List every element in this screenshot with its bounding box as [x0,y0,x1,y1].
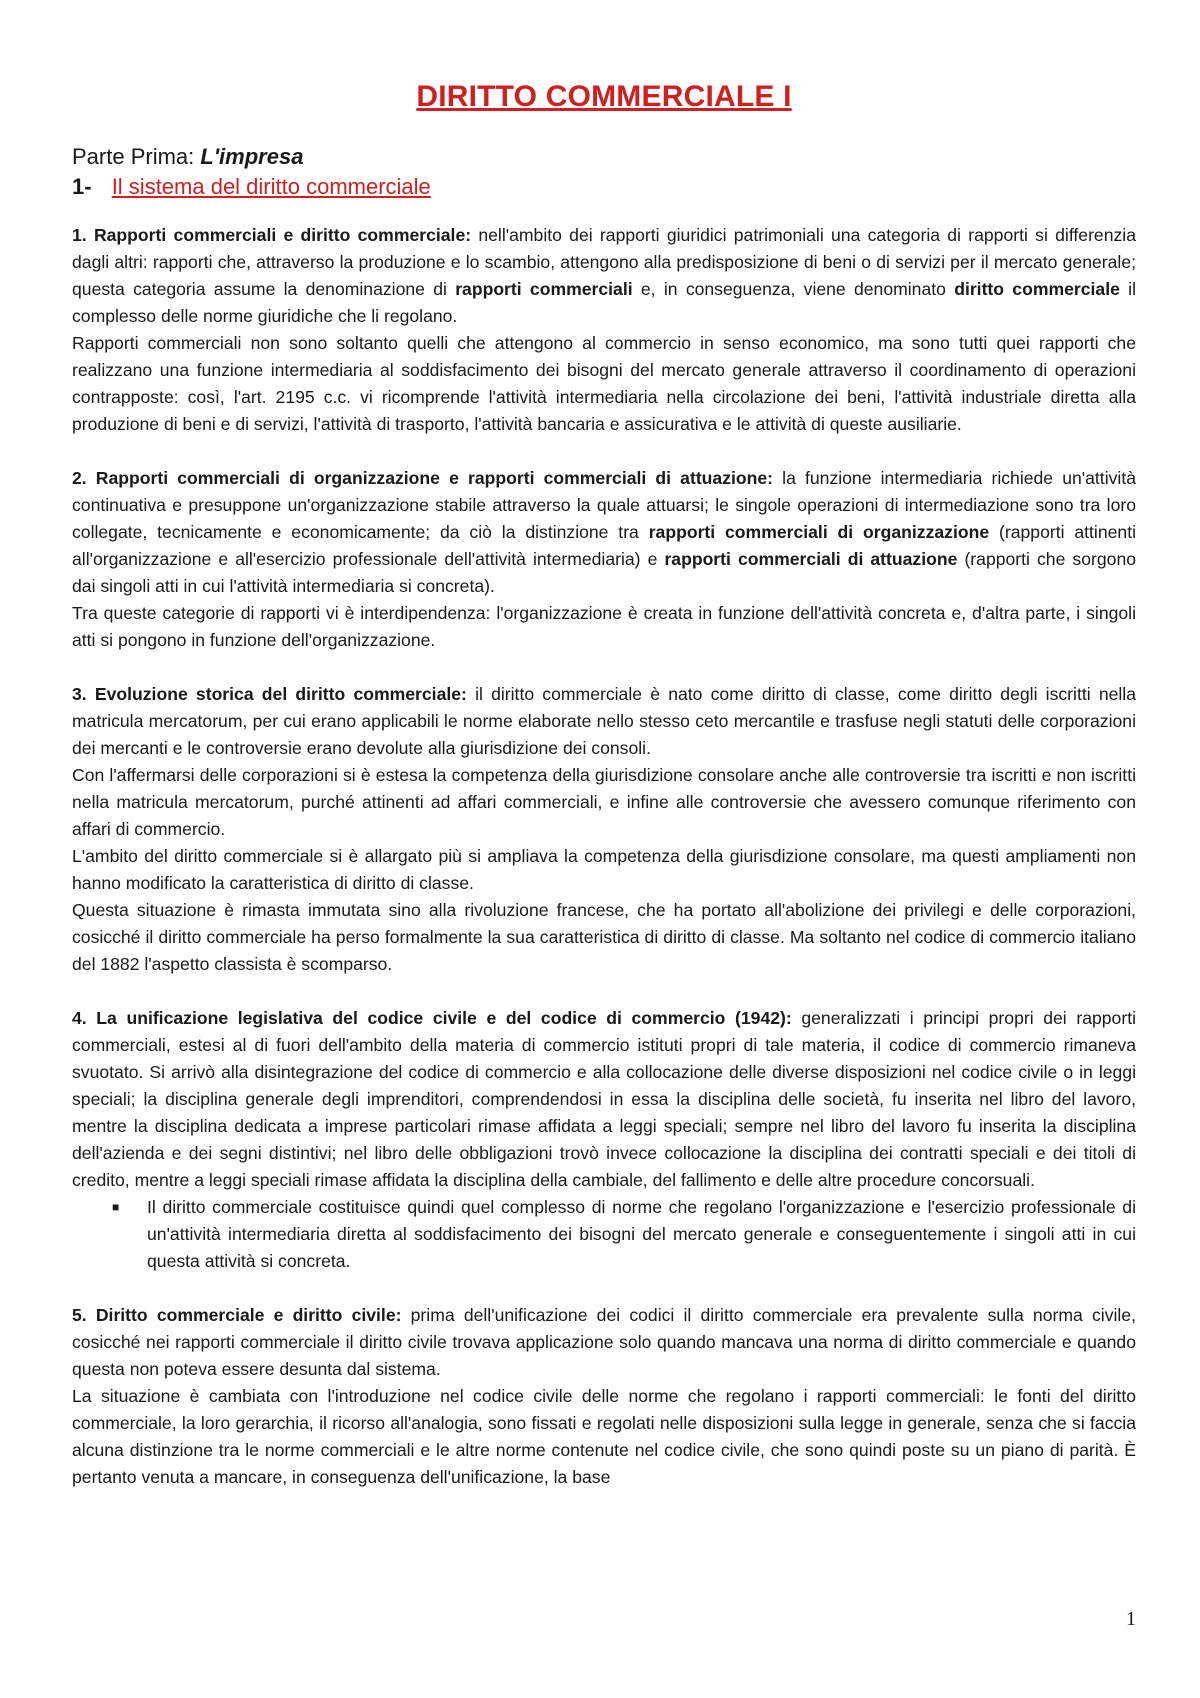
section-1-text-a: nell'ambito dei rapporti giuridici patrimoniali una categoria di rapporti si differenzia dagli altri: rapporti che, attraverso la produzione e lo scambio, attengono alla predisposizione di beni o di servizi per il mercato generale; questa categoria assume la denominazione di [72,225,1136,299]
section-3-heading: 3. Evoluzione storica del diritto commerciale: [72,684,467,704]
section-1-paragraph-2: Rapporti commerciali non sono soltanto quelli che attengono al commercio in senso economico, ma sono tutti quei rapporti che realizzano una funzione intermediaria al soddisfacimento dei bisogni del mercato generale attraverso il coordinamento di operazioni contrapposte: così, l'art. 2195 c.c. vi ricomprende l'attività intermediaria nella circolazione dei beni, l'attività industriale diretta alla produzione di beni e di servizi, l'attività di trasporto, l'attività bancaria e assicurativa e le attività di queste ausiliarie. [72,333,1136,434]
square-bullet-icon: ■ [112,1200,120,1214]
section-3-paragraph-1 [72,681,1136,762]
section-2-text-a: la funzione intermediaria richiede un'attività continuativa e presuppone un'organizzazione stabile attraverso la quale attuarsi; le singole operazioni di intermediazione sono tra loro collegate, tecnicamente e economicamente; da ciò la distinzione tra [72,468,1136,542]
section-1-paragraph-1 [72,222,1136,330]
section-3-text: il diritto commerciale è nato come diritto di classe, come diritto degli iscritti nella matricula mercatorum, per cui erano applicabili le norme elaborate nello stesso ceto mercantile e trasfuse negli statuti delle corporazioni dei mercanti e le controversie erano devolute alla giurisdizione dei consoli. [72,684,1136,758]
term-diritto-commerciale: diritto commerciale [954,279,1120,299]
list-item [72,1194,1136,1275]
term-rapporti-di-attuazione: rapporti commerciali di attuazione [664,549,958,569]
section-4-heading: 4. La unificazione legislativa del codice civile e del codice di commercio (1942): [72,1008,792,1028]
section-2-paragraph-1 [72,465,1136,600]
section-2-text-c: (rapporti attinenti all'organizzazione e all'esercizio professionale dell'attività intermediaria) e [72,522,1136,569]
section-5-paragraph-1 [72,1302,1136,1383]
part-heading [72,144,1136,170]
section-2 [72,465,1136,654]
section-5 [72,1302,1136,1491]
section-4-bullet-list [72,1194,1136,1275]
section-4-paragraph-1 [72,1005,1136,1194]
section-3 [72,681,1136,978]
section-5-paragraph-2: La situazione è cambiata con l'introduzione nel codice civile delle norme che regolano i rapporti commerciali: le fonti del diritto commerciale, la loro gerarchia, il ricorso all'analogia, sono fissati e regolati nelle disposizioni sulla legge in generale, senza che si faccia alcuna distinzione tra le norme commerciali e le altre norme contenute nel codice civile, che sono quindi poste su un piano di parità. È pertanto venuta a mancare, in conseguenza dell'unificazione, la base [72,1386,1136,1487]
part-prefix: Parte Prima: [72,144,195,169]
section-1-text-d: il complesso delle norme giuridiche che li regolano. [72,279,1136,326]
section-2-heading: 2. Rapporti commerciali di organizzazione e rapporti commerciali di attuazione: [72,468,774,488]
section-2-text-d: (rapporti che sorgono dai singoli atti in cui l'attività intermediaria si concreta). [72,549,1137,596]
section-4 [72,1005,1136,1275]
section-1 [72,222,1136,438]
section-4-text: generalizzati i principi propri dei rapporti commerciali, estesi al di fuori dell'ambito della materia di commercio istituti propri di tale materia, il codice di commercio rimaneva svuotato. Si arrivò alla disintegrazione del codice di commercio e alla collocazione delle diverse disposizioni nel codice civile o in leggi speciali; la disciplina generale degli imprenditori, comprendendosi in essa la disciplina delle società, fu inserita nel libro del lavoro, mentre la disciplina dedicata a imprese particolari rimase affidata a leggi speciali; sempre nel libro del lavoro fu inserita la disciplina dell'azienda e dei segni distintivi; nel libro delle obbligazioni trovò invece collocazione la disciplina dei contratti speciali e dei titoli di credito, mentre a leggi speciali rimase affidata la disciplina della cambiale, del fallimento e delle altre procedure concorsuali. [72,1008,1136,1190]
section-3-paragraph-2: Con l'affermarsi delle corporazioni si è estesa la competenza della giurisdizione consolare anche alle controversie tra iscritti e non iscritti nella matricula mercatorum, purché attinenti ad affari commerciali, e infine alle controversie che avessero comunque riferimento con affari di commercio. [72,765,1136,839]
chapter-number: 1- [72,174,92,199]
chapter-heading [72,174,1136,200]
document-title: DIRITTO COMMERCIALE I [416,80,792,113]
chapter-title: Il sistema del diritto commerciale [111,174,431,199]
section-2-paragraph-2: Tra queste categorie di rapporti vi è interdipendenza: l'organizzazione è creata in funzione dell'attività concreta e, d'altra parte, i singoli atti si pongono in funzione dell'organizzazione. [72,603,1136,650]
section-1-heading: 1. Rapporti commerciali e diritto commerciale: [72,225,472,245]
part-name: L'impresa [200,144,304,169]
section-5-heading: 5. Diritto commerciale e diritto civile: [72,1305,402,1325]
section-3-paragraph-4: Questa situazione è rimasta immutata sino alla rivoluzione francese, che ha portato all'abolizione dei privilegi e delle corporazioni, cosicché il diritto commerciale ha perso formalmente la sua caratteristica di diritto di classe. Ma soltanto nel codice di commercio italiano del 1882 l'aspetto classista è scomparso. [72,900,1136,974]
term-rapporti-di-organizzazione: rapporti commerciali di organizzazione [648,522,990,542]
section-5-text: prima dell'unificazione dei codici il diritto commerciale era prevalente sulla norma civile, cosicché nei rapporti commerciale il diritto civile trovava applicazione solo quando mancava una norma di diritto commerciale e quando questa non poteva essere desunta dal sistema. [72,1305,1136,1379]
bullet-text: Il diritto commerciale costituisce quindi quel complesso di norme che regolano l'organizzazione e l'esercizio professionale di un'attività intermediaria diretta al soddisfacimento dei bisogni del mercato generale e conseguentemente i singoli atti in cui questa attività si concreta. [147,1197,1136,1271]
term-rapporti-commerciali: rapporti commerciali [455,279,633,299]
section-3-paragraph-3: L'ambito del diritto commerciale si è allargato più si ampliava la competenza della giurisdizione consolare, ma questi ampliamenti non hanno modificato la caratteristica di diritto di classe. [72,846,1136,893]
section-1-text-c: e, in conseguenza, viene denominato [632,279,955,299]
page-number: 1 [1126,1608,1136,1630]
